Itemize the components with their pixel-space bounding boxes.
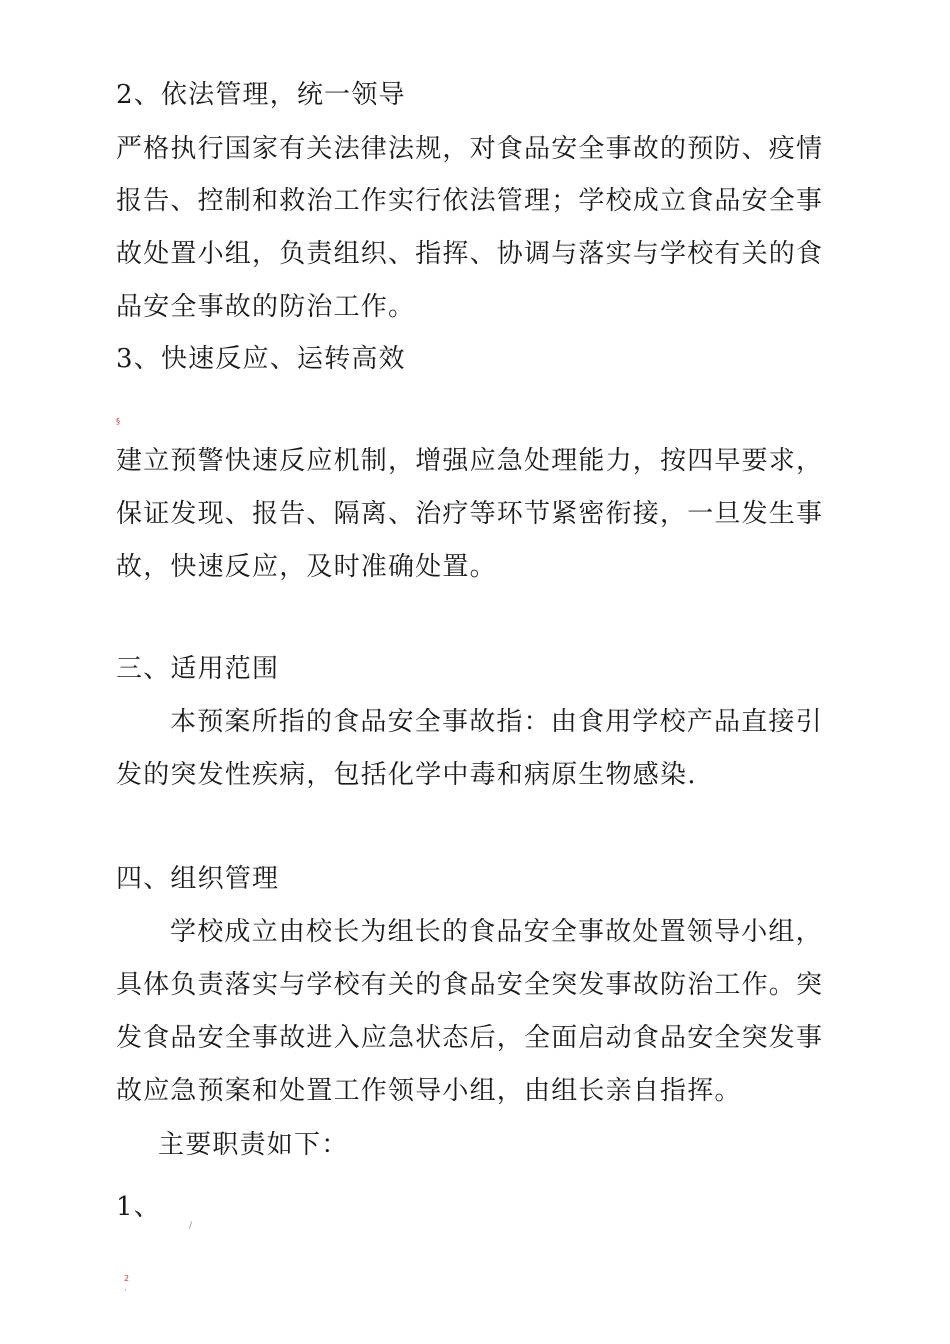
section-heading-2: 2、依法管理，统一领导 — [116, 80, 406, 110]
red-mark: § — [116, 417, 120, 426]
paragraph-line: 学校成立由校长为组长的食品安全事故处置领导小组， — [170, 917, 823, 947]
paragraph-line: 保证发现、报告、隔离、治疗等环节紧密衔接，一旦发生事 — [116, 499, 824, 529]
dot-mark: · — [124, 1286, 127, 1296]
paragraph-line: 具体负责落实与学校有关的食品安全突发事故防治工作。突 — [116, 970, 824, 1000]
paragraph-line: 严格执行国家有关法律法规，对食品安全事故的预防、疫情 — [116, 134, 824, 164]
paragraph-line: 品安全事故的防治工作。 — [116, 292, 416, 322]
paragraph-line: 报告、控制和救治工作实行依法管理；学校成立食品安全事 — [116, 186, 824, 216]
paragraph-line: 故应急预案和处置工作领导小组，由组长亲自指挥。 — [116, 1076, 742, 1106]
slash-mark: / — [189, 1221, 193, 1231]
section-heading-3: 3、快速反应、运转高效 — [116, 344, 406, 374]
paragraph-line: 故，快速反应，及时准确处置。 — [116, 552, 497, 582]
paragraph-line: 发的突发性疾病，包括化学中毒和病原生物感染. — [116, 760, 697, 790]
red-mark: 2 — [124, 1274, 130, 1283]
section-heading-scope: 三、适用范围 — [116, 654, 280, 684]
paragraph-line: 发食品安全事故进入应急状态后，全面启动食品安全突发事 — [116, 1023, 824, 1053]
paragraph-line: 建立预警快速反应机制，增强应急处理能力，按四早要求， — [116, 446, 824, 476]
paragraph-line: 本预案所指的食品安全事故指：由食用学校产品直接引 — [170, 707, 823, 737]
section-heading-organization: 四、组织管理 — [116, 864, 280, 894]
list-item-number: 1、 — [116, 1192, 161, 1222]
paragraph-line: 故处置小组，负责组织、指挥、协调与落实与学校有关的食 — [116, 239, 824, 269]
paragraph-line: 主要职责如下： — [158, 1130, 349, 1160]
